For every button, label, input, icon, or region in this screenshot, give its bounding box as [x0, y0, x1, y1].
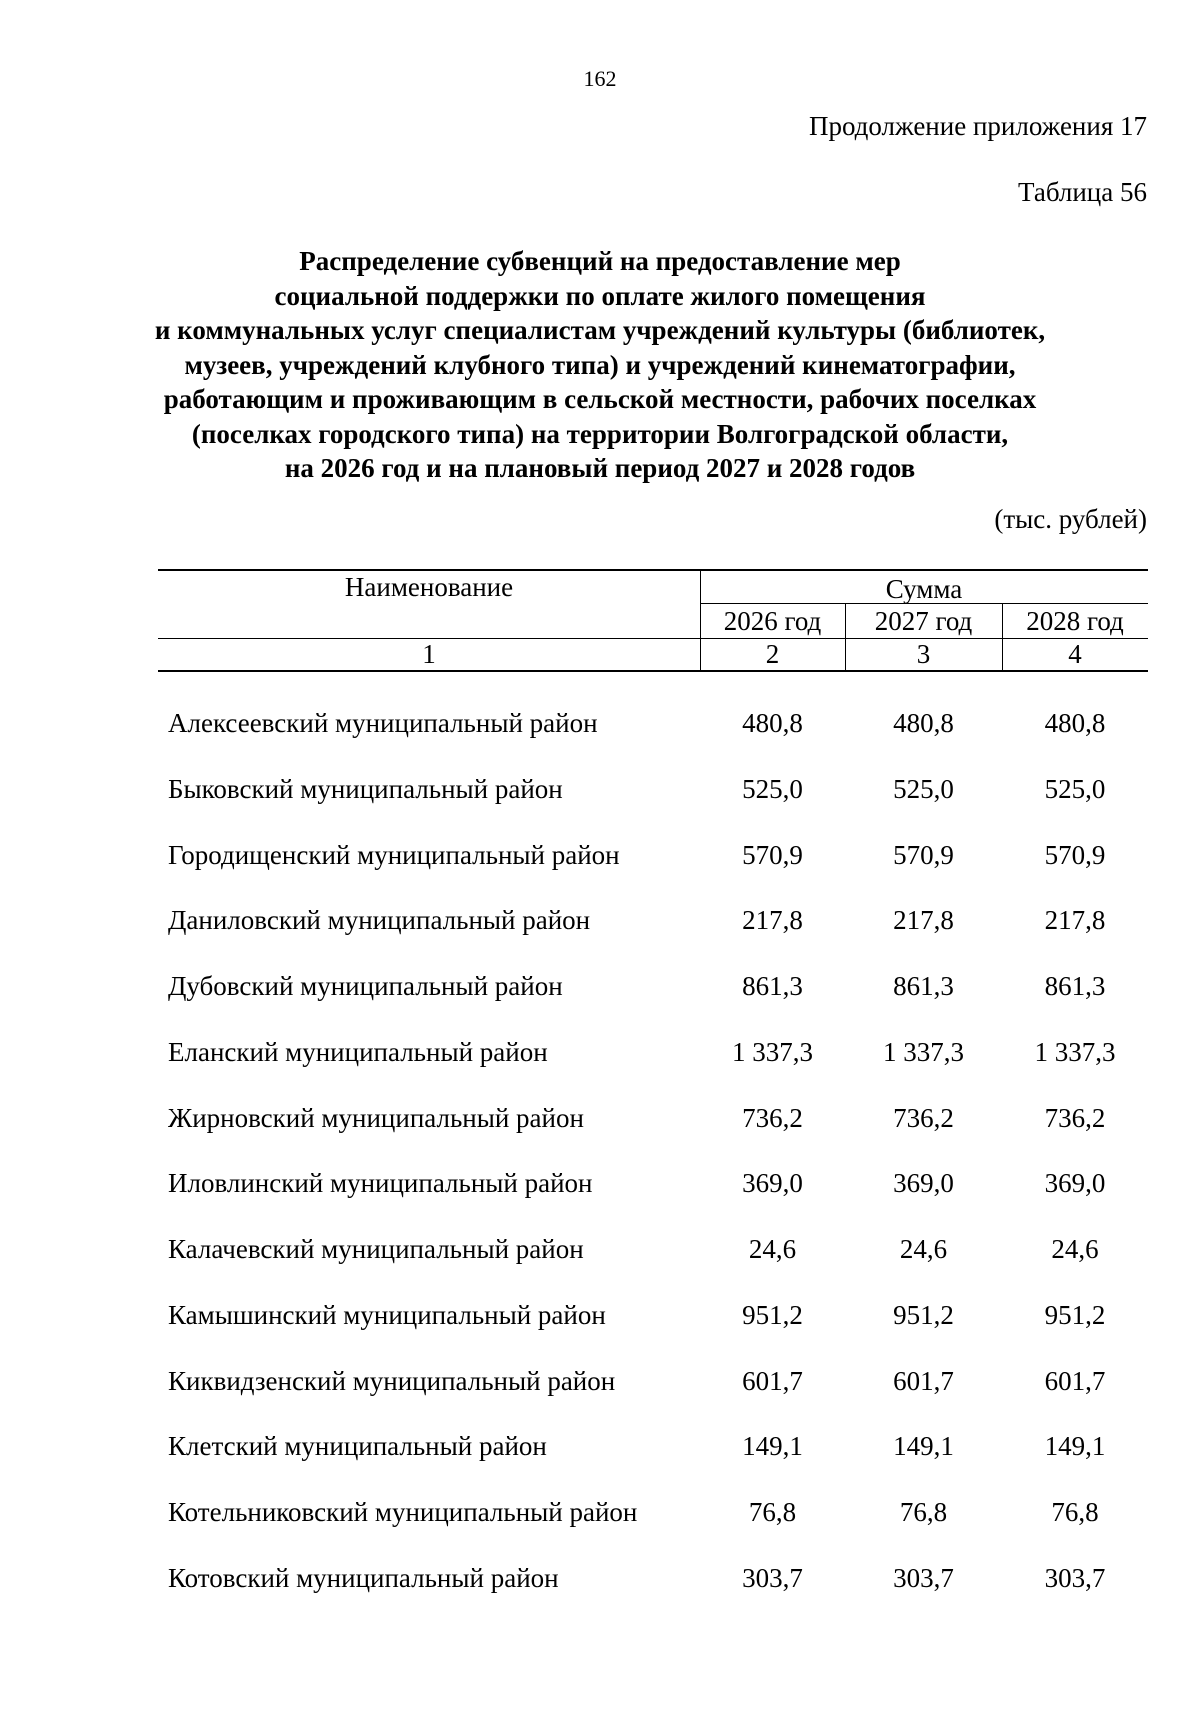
table-row	[168, 840, 1148, 880]
column-number: 3	[916, 639, 931, 669]
value-2028: 217,8	[1044, 905, 1106, 935]
value-2027: 570,9	[893, 840, 954, 870]
table-row	[168, 1300, 1148, 1340]
table-label: Таблица 56	[1018, 177, 1147, 207]
table-row	[168, 1037, 1148, 1077]
table-row	[168, 1563, 1148, 1603]
title-line: (поселках городского типа) на территории Волгоградской области,	[191, 418, 1009, 449]
title-line: социальной поддержки по оплате жилого помещения	[274, 280, 926, 311]
value-2027: 303,7	[893, 1563, 954, 1593]
header-year-2026: 2026 год	[723, 606, 822, 636]
table-row	[168, 1168, 1148, 1208]
header-top-rule	[158, 569, 1148, 571]
value-2028: 369,0	[1044, 1168, 1106, 1198]
value-2026: 525,0	[742, 774, 803, 804]
value-2028: 1 337,3	[1034, 1037, 1116, 1067]
table-row	[168, 708, 1148, 748]
value-2028: 861,3	[1044, 971, 1106, 1001]
row-name: Клетский муниципальный район	[168, 1431, 547, 1461]
value-2028: 525,0	[1044, 774, 1106, 804]
title-line: Распределение субвенций на предоставление мер	[299, 246, 901, 276]
table-row	[168, 1103, 1148, 1143]
table-row	[168, 774, 1148, 814]
value-2028: 149,1	[1044, 1431, 1106, 1461]
row-name: Быковский муниципальный район	[168, 774, 563, 804]
appendix-label: Продолжение приложения 17	[808, 111, 1147, 141]
value-2026: 217,8	[742, 905, 803, 935]
value-2027: 76,8	[899, 1497, 948, 1527]
row-name: Алексеевский муниципальный район	[168, 708, 598, 738]
units-label: (тыс. рублей)	[994, 504, 1147, 534]
value-2027: 736,2	[893, 1103, 954, 1133]
row-name: Даниловский муниципальный район	[168, 905, 591, 935]
row-name: Дубовский муниципальный район	[168, 971, 563, 1001]
value-2027: 369,0	[893, 1168, 954, 1198]
column-number: 1	[422, 639, 436, 669]
value-2026: 601,7	[742, 1366, 803, 1396]
value-2026: 480,8	[742, 708, 803, 738]
row-name: Иловлинский муниципальный район	[168, 1168, 593, 1198]
column-number: 4	[1068, 639, 1082, 669]
table-row	[168, 1234, 1148, 1274]
value-2028: 76,8	[1051, 1497, 1099, 1527]
title-line: работающим и проживающим в сельской местности, рабочих поселках	[163, 384, 1037, 414]
header-sum: Сумма	[885, 574, 963, 604]
header-name: Наименование	[344, 572, 514, 602]
row-name: Городищенский муниципальный район	[168, 840, 620, 870]
header-bottom-rule	[158, 670, 1148, 672]
row-name: Котельниковский муниципальный район	[168, 1497, 638, 1527]
column-number: 2	[765, 639, 780, 669]
value-2026: 24,6	[748, 1234, 797, 1264]
value-2027: 951,2	[893, 1300, 954, 1330]
value-2028: 480,8	[1044, 708, 1106, 738]
value-2026: 570,9	[742, 840, 803, 870]
table-row	[168, 905, 1148, 945]
table-row	[168, 971, 1148, 1011]
document-title	[0, 244, 1200, 486]
page-number: 162	[583, 66, 617, 91]
title-line: и коммунальных услуг специалистам учреждений культуры (библиотек,	[154, 315, 1046, 345]
value-2027: 1 337,3	[883, 1037, 964, 1067]
header-year-2028: 2028 год	[1026, 606, 1124, 636]
value-2028: 736,2	[1044, 1103, 1106, 1133]
row-name: Жирновский муниципальный район	[168, 1103, 584, 1133]
value-2026: 861,3	[742, 971, 803, 1001]
value-2026: 76,8	[748, 1497, 797, 1527]
header-year-2027: 2027 год	[874, 606, 973, 636]
table-row	[168, 1366, 1148, 1406]
table-row	[168, 1431, 1148, 1471]
value-2026: 149,1	[742, 1431, 803, 1461]
row-name: Камышинский муниципальный район	[168, 1300, 606, 1330]
row-name: Калачевский муниципальный район	[168, 1234, 584, 1264]
table-row	[168, 1497, 1148, 1537]
value-2028: 951,2	[1044, 1300, 1106, 1330]
value-2026: 736,2	[742, 1103, 803, 1133]
title-line: на 2026 год и на плановый период 2027 и 2028 годов	[284, 453, 916, 483]
row-name: Еланский муниципальный район	[168, 1037, 548, 1067]
value-2028: 303,7	[1044, 1563, 1106, 1593]
title-line: музеев, учреждений клубного типа) и учреждений кинематографии,	[184, 349, 1016, 380]
value-2027: 480,8	[893, 708, 954, 738]
row-name: Киквидзенский муниципальный район	[168, 1366, 616, 1396]
value-2027: 525,0	[893, 774, 954, 804]
value-2026: 1 337,3	[732, 1037, 813, 1067]
value-2026: 951,2	[742, 1300, 803, 1330]
value-2027: 24,6	[899, 1234, 948, 1264]
value-2026: 369,0	[742, 1168, 803, 1198]
value-2027: 601,7	[893, 1366, 954, 1396]
value-2026: 303,7	[742, 1563, 803, 1593]
value-2027: 217,8	[893, 905, 954, 935]
value-2028: 570,9	[1044, 840, 1106, 870]
value-2028: 24,6	[1051, 1234, 1099, 1264]
value-2027: 149,1	[893, 1431, 954, 1461]
value-2028: 601,7	[1044, 1366, 1106, 1396]
row-name: Котовский муниципальный район	[168, 1563, 559, 1593]
value-2027: 861,3	[893, 971, 954, 1001]
